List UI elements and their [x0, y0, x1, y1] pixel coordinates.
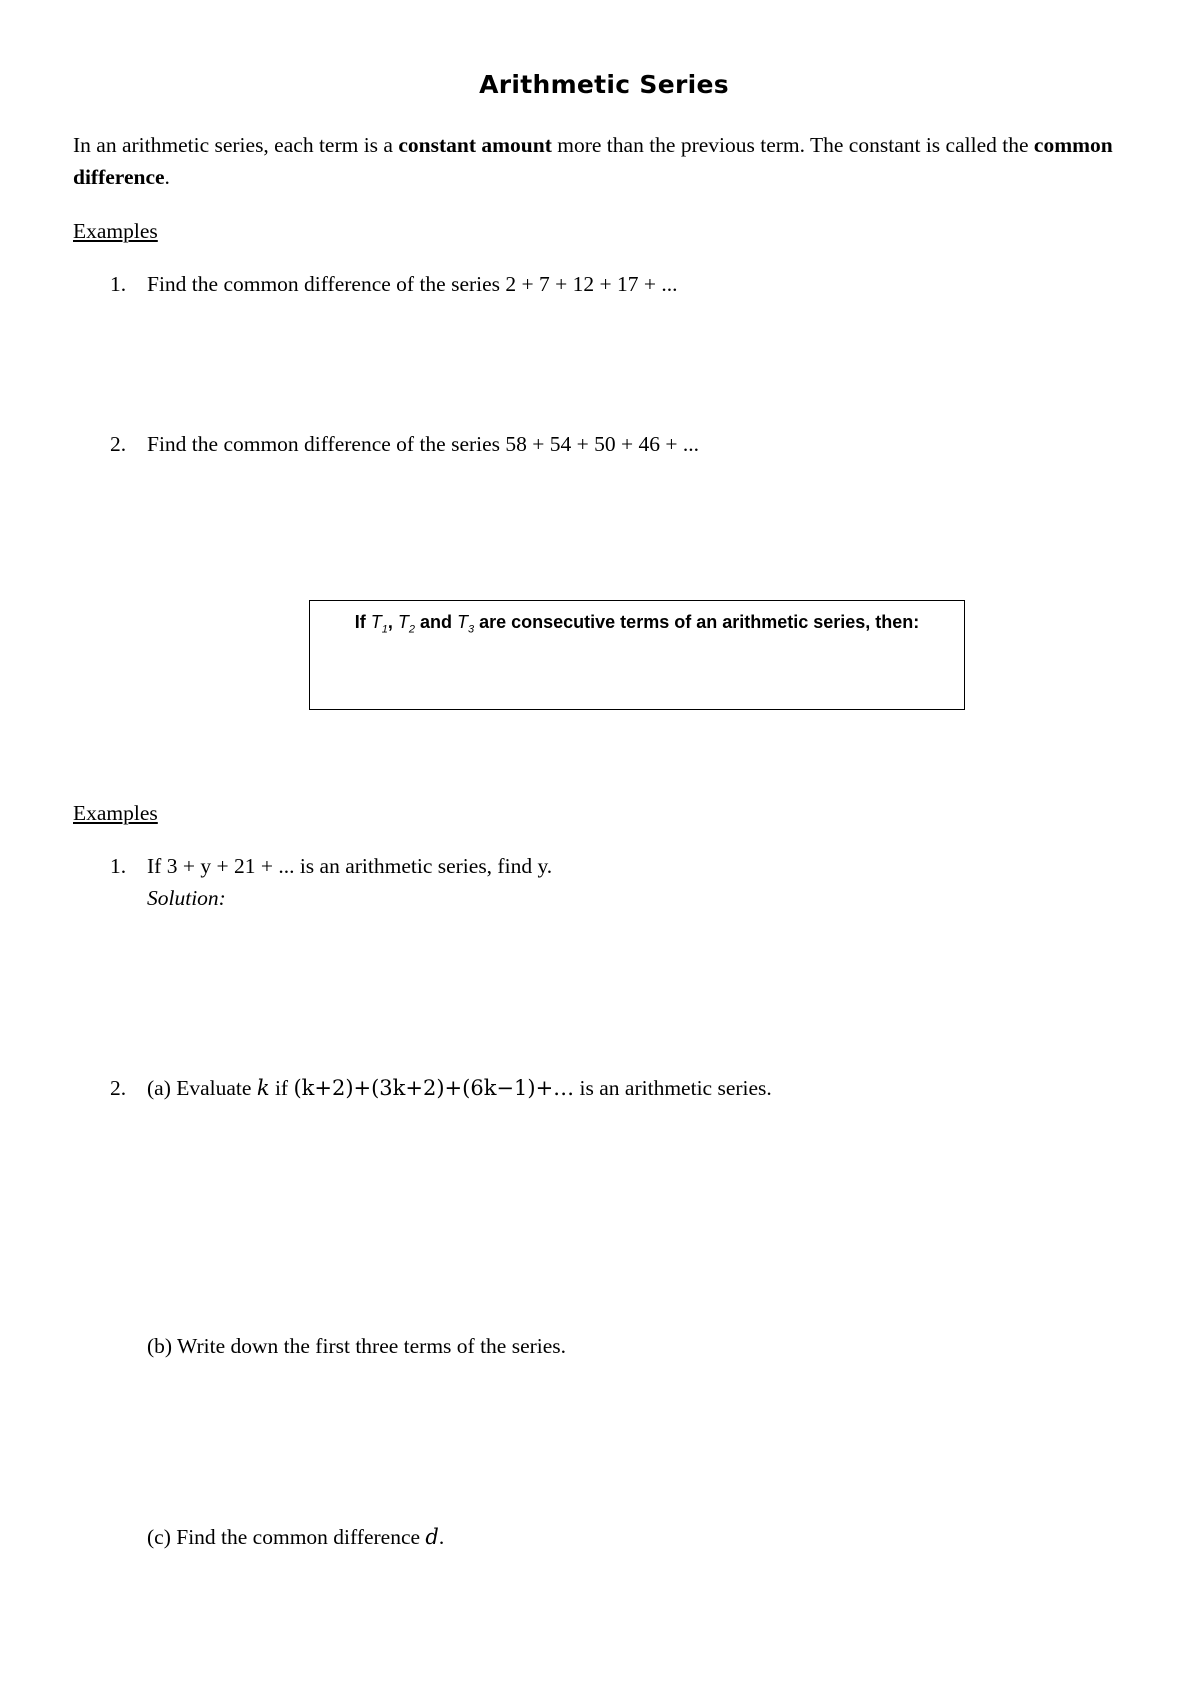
intro-bold-constant-amount: constant amount: [398, 133, 552, 157]
variable-d: d: [425, 1525, 439, 1549]
rule-text: If: [354, 612, 371, 632]
intro-paragraph: [73, 129, 1133, 193]
intro-text: more than the previous term. The constant is called the: [551, 133, 1034, 157]
rule-box-text: [310, 612, 964, 636]
series-expression: (k+2)+(3k+2)+(6k−1)+…: [293, 1076, 575, 1100]
part-b-text: (b) Write down the first three terms of the series.: [147, 1334, 567, 1358]
term-subscript: 3: [467, 623, 475, 636]
item-number: 1.: [110, 854, 127, 878]
part-a-rest: is an arithmetic series.: [574, 1076, 772, 1100]
term-variable: T: [370, 612, 382, 632]
example-item-3: [110, 850, 552, 882]
term-subscript: 2: [408, 623, 415, 636]
item-number: 1.: [110, 272, 127, 296]
intro-text: .: [164, 165, 170, 189]
example-item-4: [110, 1072, 772, 1104]
intro-bold-common-difference: common difference: [73, 133, 1113, 189]
examples-heading-1: Examples: [73, 219, 158, 243]
rule-text: ,: [387, 612, 398, 632]
term-variable: T: [397, 612, 409, 632]
item-text: If 3 + y + 21 + ... is an arithmetic series, find y.: [147, 854, 553, 878]
term-variable: T: [456, 612, 468, 632]
part-c: [147, 1521, 444, 1553]
item-text: Find the common difference of the series 58 + 54 + 50 + 46 + ...: [147, 432, 700, 456]
part-c-end: .: [438, 1525, 445, 1549]
solution-label: Solution:: [147, 886, 226, 910]
rule-box: [309, 600, 965, 710]
part-c-label: (c) Find the common difference: [147, 1525, 426, 1549]
term-subscript: 1: [381, 623, 388, 636]
part-a-if: if: [269, 1076, 294, 1100]
item-text: Find the common difference of the series 2 + 7 + 12 + 17 + ...: [147, 272, 678, 296]
part-a-label: (a) Evaluate: [147, 1076, 257, 1100]
page-title: Arithmetic Series: [479, 70, 729, 99]
rule-text: and: [414, 612, 457, 632]
example-item-1: [110, 268, 678, 300]
item-number: 2.: [110, 1076, 127, 1100]
item-number: 2.: [110, 432, 127, 456]
variable-k: k: [256, 1076, 270, 1100]
intro-text: In an arithmetic series, each term is a: [73, 133, 399, 157]
examples-heading-2: Examples: [73, 801, 158, 825]
example-item-2: [110, 428, 699, 460]
rule-text: are consecutive terms of an arithmetic series, then:: [474, 612, 920, 632]
